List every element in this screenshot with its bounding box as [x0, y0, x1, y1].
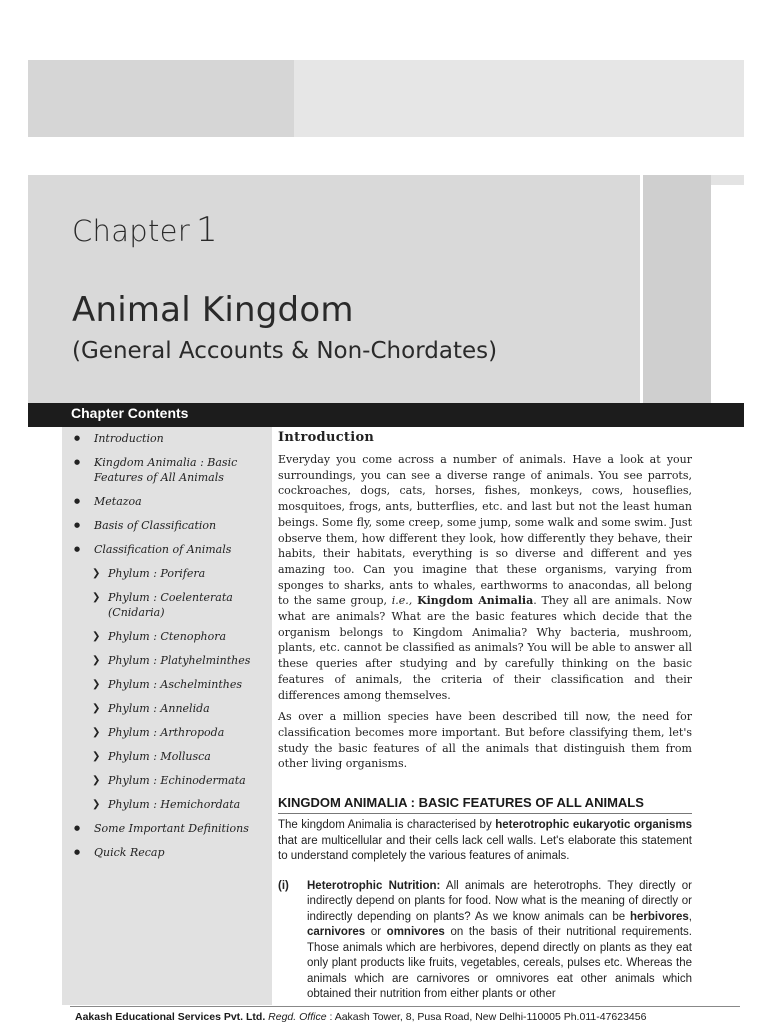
- bullet-icon: ●: [74, 521, 81, 529]
- point-heterotrophic-nutrition: [278, 879, 692, 1003]
- chevron-right-icon: ❯: [92, 727, 101, 738]
- contents-item: [72, 773, 272, 788]
- term-carnivores: carnivores: [307, 926, 366, 939]
- contents-item: [72, 629, 272, 644]
- intro-p1-kingdom: Kingdom Animalia: [417, 594, 534, 608]
- intro-p1-ie: i.e.,: [391, 594, 413, 608]
- term-omnivores: omnivores: [386, 926, 445, 939]
- footer-company: Aakash Educational Services Pvt. Ltd.: [75, 1011, 266, 1023]
- contents-item-text: Phylum : Coelenterata (Cnidaria): [108, 591, 233, 619]
- kingdom-p-bold: heterotrophic eukaryotic organisms: [495, 819, 692, 832]
- contents-item: [72, 677, 272, 692]
- chevron-right-icon: ❯: [92, 751, 101, 762]
- chevron-right-icon: ❯: [92, 799, 101, 810]
- contents-item: [72, 566, 272, 581]
- contents-item-text: Some Important Definitions: [94, 822, 249, 835]
- chevron-right-icon: ❯: [92, 568, 101, 579]
- contents-heading: Chapter Contents: [71, 405, 189, 421]
- intro-p1-text-b: . They all are animals. Now what are animals? What are the basic features which decide that the organism belongs to Kingdom Animalia? Why bacteria, mushroom, plants, etc. cannot be classified as animals? You will be able to answer all these queries after studying and by carefully thinking on the basic features of animals, the criteria of their classification and their differences among themselves.: [278, 594, 693, 702]
- contents-item-text: Classification of Animals: [94, 543, 232, 556]
- footer-rule: [70, 1006, 740, 1007]
- contents-item: [72, 455, 272, 485]
- bullet-icon: ●: [74, 434, 81, 442]
- contents-item: [72, 653, 272, 668]
- footer: [75, 1011, 740, 1023]
- point-sep-2: or: [365, 926, 387, 939]
- contents-item-text: Metazoa: [94, 495, 142, 508]
- chevron-right-icon: ❯: [92, 775, 101, 786]
- kingdom-p-text-a: The kingdom Animalia is characterised by: [278, 819, 496, 832]
- introduction-heading: Introduction: [278, 430, 375, 445]
- chapter-label: [72, 210, 218, 250]
- contents-item-text: Phylum : Mollusca: [108, 750, 211, 763]
- footer-address: : Aakash Tower, 8, Pusa Road, New Delhi-110005 Ph.011-47623456: [326, 1011, 647, 1023]
- chapter-subtitle: (General Accounts & Non-Chordates): [72, 338, 498, 364]
- contents-item: [72, 725, 272, 740]
- point-sep-1: ,: [688, 910, 692, 923]
- contents-item-text: Quick Recap: [94, 846, 165, 859]
- term-herbivores: herbivores: [629, 910, 689, 923]
- header-side-bar-cap: [711, 175, 744, 185]
- contents-item-text: Basis of Classification: [94, 519, 217, 532]
- header-side-bar: [643, 175, 711, 403]
- contents-item-text: Phylum : Platyhelminthes: [108, 654, 251, 667]
- contents-item-text: Kingdom Animalia : Basic Features of All Animals: [94, 456, 238, 484]
- footer-regd-office: Regd. Office: [268, 1011, 327, 1023]
- contents-item: [72, 749, 272, 764]
- chapter-title: Animal Kingdom: [72, 290, 354, 330]
- contents-item: [72, 518, 272, 533]
- contents-item-text: Phylum : Annelida: [108, 702, 210, 715]
- kingdom-heading: KINGDOM ANIMALIA : BASIC FEATURES OF ALL ANIMALS: [278, 795, 692, 814]
- contents-item-text: Phylum : Echinodermata: [108, 774, 246, 787]
- contents-item: [72, 431, 272, 446]
- main-text: [278, 430, 692, 1003]
- chevron-right-icon: ❯: [92, 703, 101, 714]
- chapter-number: 1: [196, 210, 218, 250]
- contents-item: [72, 821, 272, 836]
- chevron-right-icon: ❯: [92, 655, 101, 666]
- contents-list: [72, 431, 272, 869]
- top-decor-band-dark: [28, 60, 294, 137]
- contents-item: [72, 701, 272, 716]
- contents-item-text: Phylum : Porifera: [108, 567, 206, 580]
- chevron-right-icon: ❯: [92, 679, 101, 690]
- intro-paragraph-2: As over a million species have been described till now, the need for classification becomes more important. But before classifying them, let's study the basic features of all the animals that distinguish them from other living organisms.: [278, 710, 692, 771]
- point-text-a: All animals are heterotrophs. They directly or indirectly depend on plants for food. Now what is the meaning of directly or indirectly depending on plants? As we know animals can be: [307, 879, 692, 923]
- bullet-icon: ●: [74, 824, 81, 832]
- intro-p1-text-a: Everyday you come across a number of animals. Have a look at your surroundings, you can see a diverse range of animals. You see parrots, cockroaches, dogs, cats, horses, fishes, monkeys, cows, houseflies, mosquitoes, frogs, ants, butterflies, etc. and last but not the least human beings. Some fly, some creep, some jump, some walk and some swim. Just observe them, how different they look, how differently they behave, their habits, their habitats, everything is so diverse and different and yes amazing too. Can you imagine that these organisms, varying from sponges to sharks, ants to whales, earthworms to anacondas, all belong to the same group,: [278, 453, 692, 608]
- contents-item: [72, 845, 272, 860]
- contents-item: [72, 590, 272, 620]
- contents-item: [72, 494, 272, 509]
- intro-paragraph-1: [278, 452, 692, 703]
- contents-item-text: Phylum : Hemichordata: [108, 798, 241, 811]
- contents-item: [72, 542, 272, 557]
- bullet-icon: ●: [74, 497, 81, 505]
- contents-item-text: Phylum : Ctenophora: [108, 630, 227, 643]
- point-text-b: on the basis of their nutritional requirements. Those animals which are herbivores, depend directly on plants as they eat only plant products like fruits, vegetables, cereals, pulses etc. Whereas the animals which are carnivores or omnivores eat other animals which obtained their nutrition from either plants or other: [307, 926, 692, 1001]
- chevron-right-icon: ❯: [92, 592, 101, 603]
- contents-item-text: Introduction: [94, 432, 164, 445]
- kingdom-p-text-b: that are multicellular and their cells lack cell walls. Let's elaborate this statement to understand completely the various features of animals.: [278, 834, 692, 863]
- contents-item-text: Phylum : Arthropoda: [108, 726, 225, 739]
- contents-item-text: Phylum : Aschelminthes: [108, 678, 242, 691]
- bullet-icon: ●: [74, 458, 81, 466]
- point-title: Heterotrophic Nutrition:: [307, 879, 441, 892]
- bullet-icon: ●: [74, 848, 81, 856]
- kingdom-paragraph: [278, 818, 692, 865]
- contents-item: [72, 797, 272, 812]
- point-number: (i): [278, 879, 289, 892]
- chapter-label-text: Chapter: [72, 214, 191, 248]
- bullet-icon: ●: [74, 545, 81, 553]
- chevron-right-icon: ❯: [92, 631, 101, 642]
